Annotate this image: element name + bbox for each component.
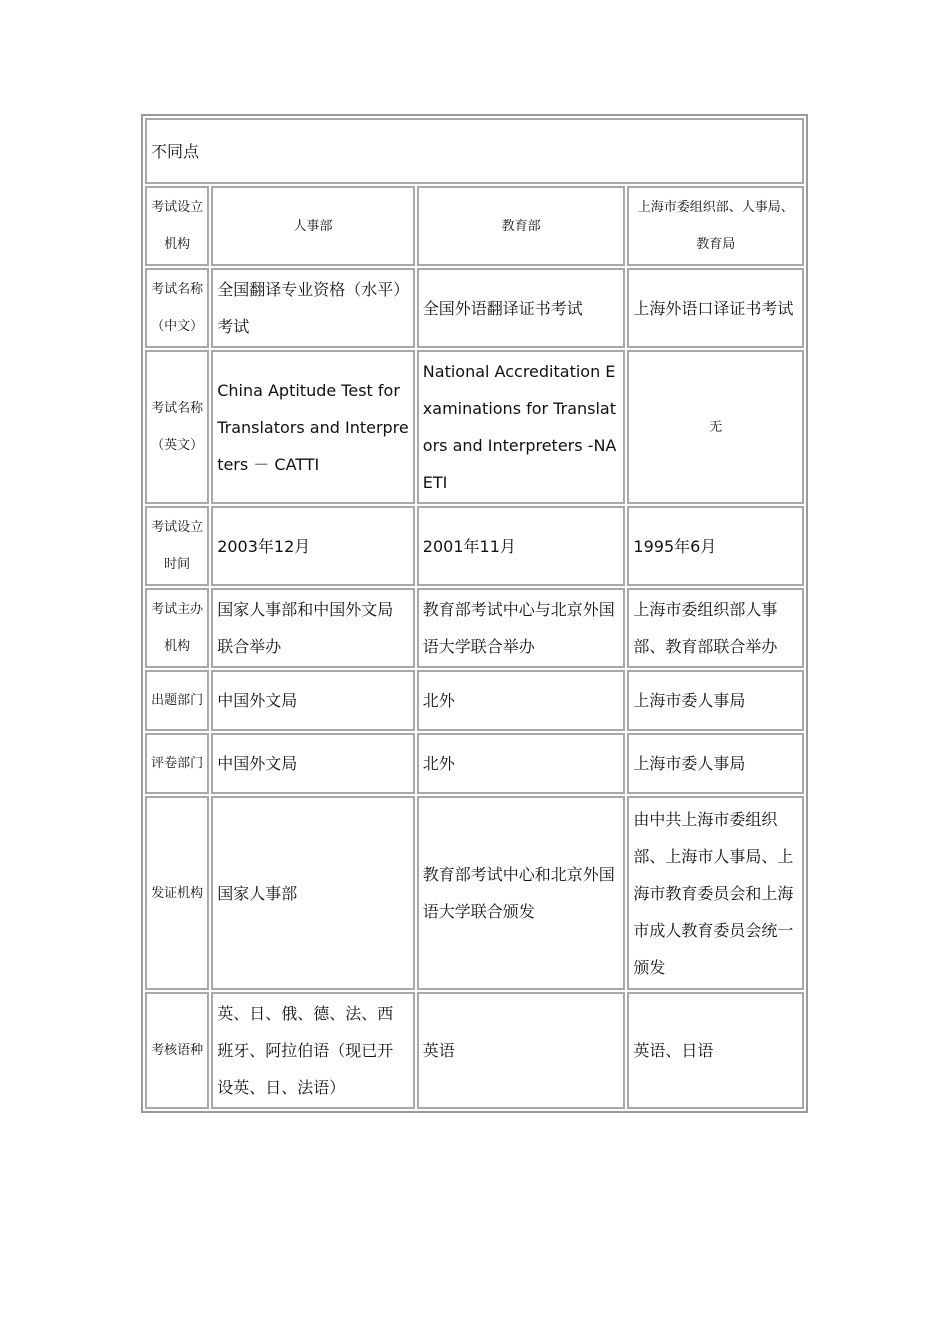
cell-naeti: 2001年11月 — [417, 506, 626, 586]
cell-catti: China Aptitude Test for Translators and Interpreters － CATTI — [211, 350, 415, 504]
cell-naeti: National Accreditation Examinations for Translators and Interpreters -NAETI — [417, 350, 626, 504]
row-label: 评卷部门 — [145, 733, 209, 794]
comparison-table — [141, 114, 808, 1113]
row-label: 考试名称（英文） — [145, 350, 209, 504]
table-row — [145, 733, 804, 794]
cell-catti: 人事部 — [211, 186, 415, 266]
cell-naeti: 北外 — [417, 670, 626, 731]
cell-shanghai: 1995年6月 — [627, 506, 804, 586]
table-row — [145, 992, 804, 1109]
row-label: 考试主办机构 — [145, 588, 209, 668]
table-row — [145, 588, 804, 668]
cell-shanghai: 上海市委组织部、人事局、教育局 — [627, 186, 804, 266]
row-label: 发证机构 — [145, 796, 209, 990]
cell-naeti: 教育部 — [417, 186, 626, 266]
table-row — [145, 186, 804, 266]
cell-shanghai: 无 — [627, 350, 804, 504]
cell-catti: 国家人事部和中国外文局联合举办 — [211, 588, 415, 668]
cell-shanghai: 上海外语口译证书考试 — [627, 268, 804, 348]
cell-shanghai: 上海市委人事局 — [627, 670, 804, 731]
cell-catti: 全国翻译专业资格（水平）考试 — [211, 268, 415, 348]
row-label: 考试设立时间 — [145, 506, 209, 586]
table-title: 不同点 — [145, 118, 804, 184]
cell-shanghai: 上海市委组织部人事部、教育部联合举办 — [627, 588, 804, 668]
table-row — [145, 670, 804, 731]
table-row — [145, 268, 804, 348]
row-label: 考试名称（中文） — [145, 268, 209, 348]
cell-naeti: 英语 — [417, 992, 626, 1109]
table-row — [145, 350, 804, 504]
cell-shanghai: 英语、日语 — [627, 992, 804, 1109]
cell-catti: 中国外文局 — [211, 670, 415, 731]
cell-naeti: 全国外语翻译证书考试 — [417, 268, 626, 348]
row-label: 出题部门 — [145, 670, 209, 731]
cell-catti: 英、日、俄、德、法、西班牙、阿拉伯语（现已开设英、日、法语） — [211, 992, 415, 1109]
cell-naeti: 教育部考试中心和北京外国语大学联合颁发 — [417, 796, 626, 990]
row-label: 考试设立机构 — [145, 186, 209, 266]
cell-catti: 国家人事部 — [211, 796, 415, 990]
row-label: 考核语种 — [145, 992, 209, 1109]
cell-naeti: 教育部考试中心与北京外国语大学联合举办 — [417, 588, 626, 668]
cell-catti: 中国外文局 — [211, 733, 415, 794]
cell-shanghai: 由中共上海市委组织部、上海市人事局、上海市教育委员会和上海市成人教育委员会统一颁发 — [627, 796, 804, 990]
table-row — [145, 796, 804, 990]
cell-catti: 2003年12月 — [211, 506, 415, 586]
cell-naeti: 北外 — [417, 733, 626, 794]
table-row — [145, 506, 804, 586]
cell-shanghai: 上海市委人事局 — [627, 733, 804, 794]
